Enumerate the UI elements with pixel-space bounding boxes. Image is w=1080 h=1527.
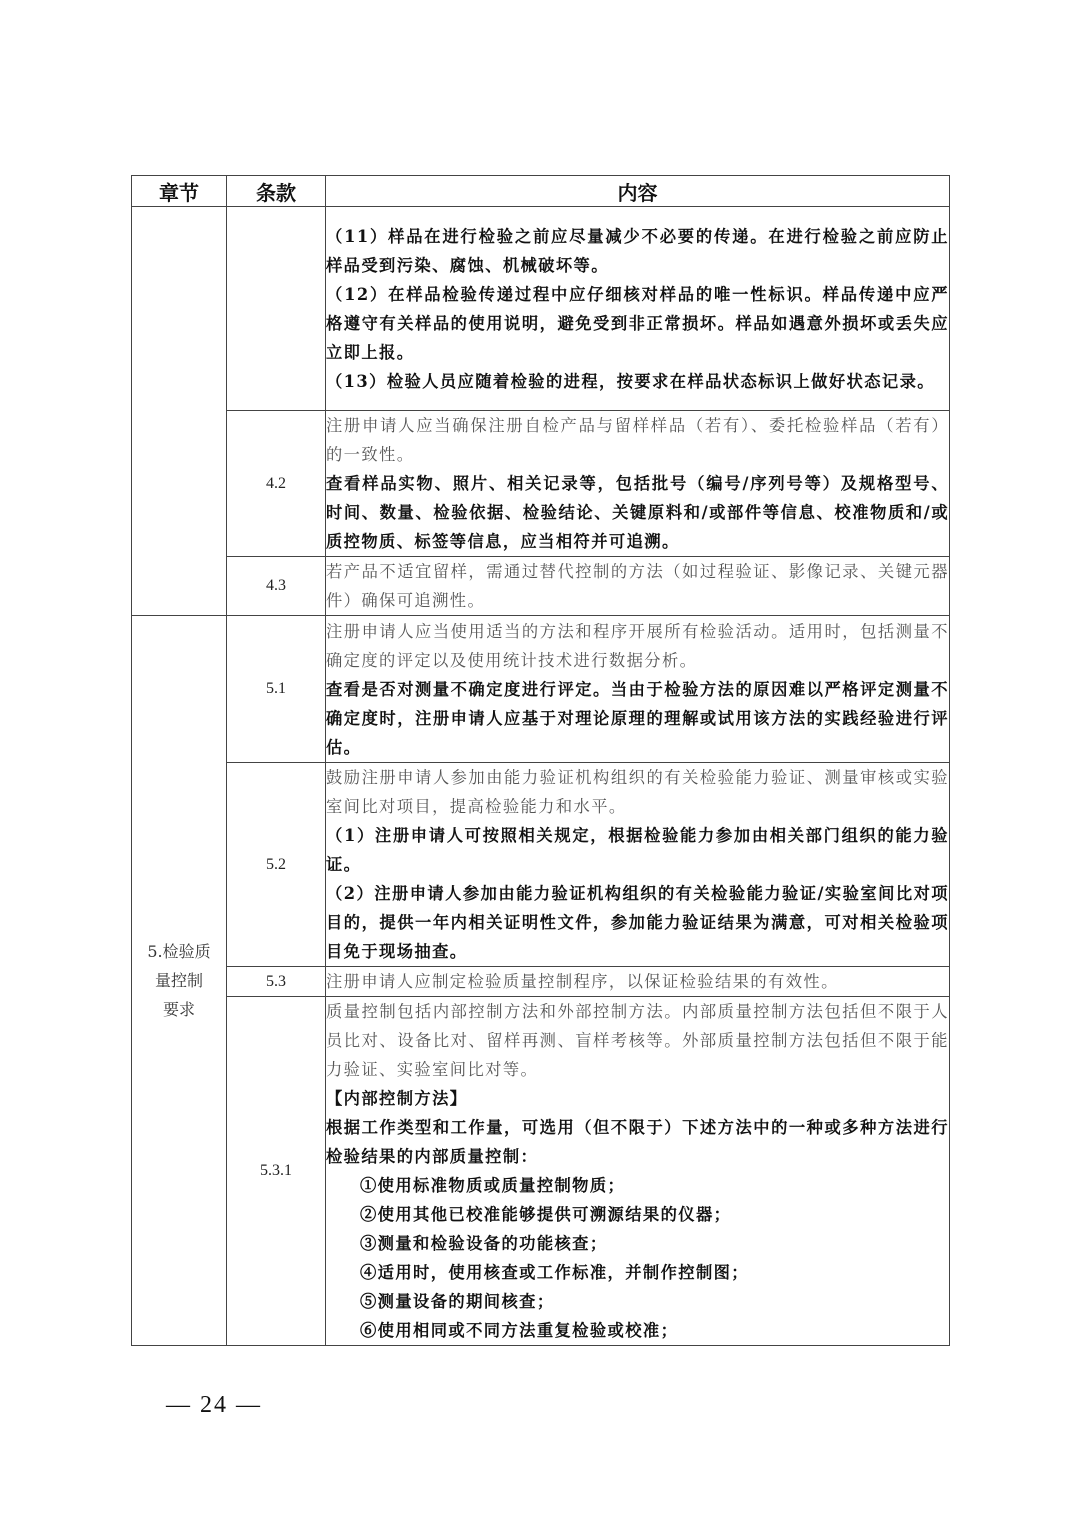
clause-cell-empty <box>227 207 326 411</box>
table-row <box>132 411 950 557</box>
clause-5-3: 5.3 <box>227 967 326 997</box>
method-item: ④适用时，使用核查或工作标准，并制作控制图； <box>360 1263 749 1282</box>
content-cell <box>326 997 950 1346</box>
requirements-table <box>131 175 950 1346</box>
check-text: 查看样品实物、照片、相关记录等，包括批号（编号/序列号等）及规格型号、时间、数量、检验依据、检验结论、关键原料和/或部件等信息、校准物质和/或质控物质、标签等信息，应当相符并可追溯。 <box>326 474 949 551</box>
table-row <box>132 616 950 763</box>
clause-5-1: 5.1 <box>227 616 326 763</box>
internal-control-intro: 根据工作类型和工作量，可选用（但不限于）下述方法中的一种或多种方法进行检验结果的内部质量控制： <box>326 1118 949 1166</box>
requirement-text: 鼓励注册申请人参加由能力验证机构组织的有关检验能力验证、测量审核或实验室间比对项目，提高检验能力和水平。 <box>326 768 949 816</box>
table-row <box>132 997 950 1346</box>
content-cell <box>326 967 950 997</box>
item-13: （13）检验人员应随着检验的进程，按要求在样品状态标识上做好状态记录。 <box>326 371 935 391</box>
internal-control-heading: 【内部控制方法】 <box>326 1089 468 1108</box>
chapter-5-line-3: 要求 <box>162 1000 195 1019</box>
requirement-text: 注册申请人应当使用适当的方法和程序开展所有检验活动。适用时，包括测量不确定度的评定以及使用统计技术进行数据分析。 <box>326 621 949 670</box>
header-chapter: 章节 <box>132 176 227 207</box>
check-text: 查看是否对测量不确定度进行评定。当由于检验方法的原因难以严格评定测量不确定度时，注册申请人应基于对理论原理的理解或试用该方法的实践经验进行评估。 <box>326 679 949 757</box>
chapter-5-line-1: 5.检验质 <box>147 942 211 961</box>
requirement-text: 若产品不适宜留样，需通过替代控制的方法（如过程验证、影像记录、关键元器件）确保可追溯性。 <box>326 562 949 610</box>
clause-4-3: 4.3 <box>227 557 326 616</box>
header-content: 内容 <box>326 176 950 207</box>
requirement-text: 质量控制包括内部控制方法和外部控制方法。内部质量控制方法包括但不限于人员比对、设备比对、留样再测、盲样考核等。外部质量控制方法包括但不限于能力验证、实验室间比对等。 <box>326 1002 949 1079</box>
page-number: — 24 — <box>166 1392 262 1418</box>
content-cell <box>326 763 950 967</box>
content-cell <box>326 411 950 557</box>
method-item: ③测量和检验设备的功能核查； <box>360 1234 608 1253</box>
item-11: （11）样品在进行检验之前应尽量减少不必要的传递。在进行检验之前应防止样品受到污染、腐蚀、机械破坏等。 <box>326 226 949 275</box>
item-1: （1）注册申请人可按照相关规定，根据检验能力参加由相关部门组织的能力验证。 <box>326 826 949 874</box>
requirement-text: 注册申请人应制定检验质量控制程序，以保证检验结果的有效性。 <box>326 972 839 991</box>
chapter-5-line-2: 量控制 <box>154 971 203 990</box>
chapter-cell-5 <box>132 616 227 1346</box>
clause-4-2: 4.2 <box>227 411 326 557</box>
item-12: （12）在样品检验传递过程中应仔细核对样品的唯一性标识。样品传递中应严格遵守有关样品的使用说明，避免受到非正常损坏。样品如遇意外损坏或丢失应立即上报。 <box>326 284 949 362</box>
content-cell <box>326 616 950 763</box>
table-row <box>132 207 950 411</box>
method-item: ①使用标准物质或质量控制物质； <box>360 1176 626 1195</box>
table-row <box>132 967 950 997</box>
table-row <box>132 557 950 616</box>
table-header-row <box>132 176 950 207</box>
header-clause: 条款 <box>227 176 326 207</box>
content-cell <box>326 557 950 616</box>
table-row <box>132 763 950 967</box>
clause-5-3-1: 5.3.1 <box>227 997 326 1346</box>
chapter-cell-4 <box>132 207 227 616</box>
content-cell <box>326 207 950 411</box>
clause-5-2: 5.2 <box>227 763 326 967</box>
requirement-text: 注册申请人应当确保注册自检产品与留样样品（若有）、委托检验样品（若有）的一致性。 <box>326 416 949 464</box>
method-item: ⑤测量设备的期间核查； <box>360 1292 555 1311</box>
item-2: （2）注册申请人参加由能力验证机构组织的有关检验能力验证/实验室间比对项目的，提供一年内相关证明性文件，参加能力验证结果为满意，可对相关检验项目免于现场抽查。 <box>326 884 949 961</box>
method-item: ②使用其他已校准能够提供可溯源结果的仪器； <box>360 1205 732 1224</box>
method-item: ⑥使用相同或不同方法重复检验或校准； <box>360 1321 679 1340</box>
